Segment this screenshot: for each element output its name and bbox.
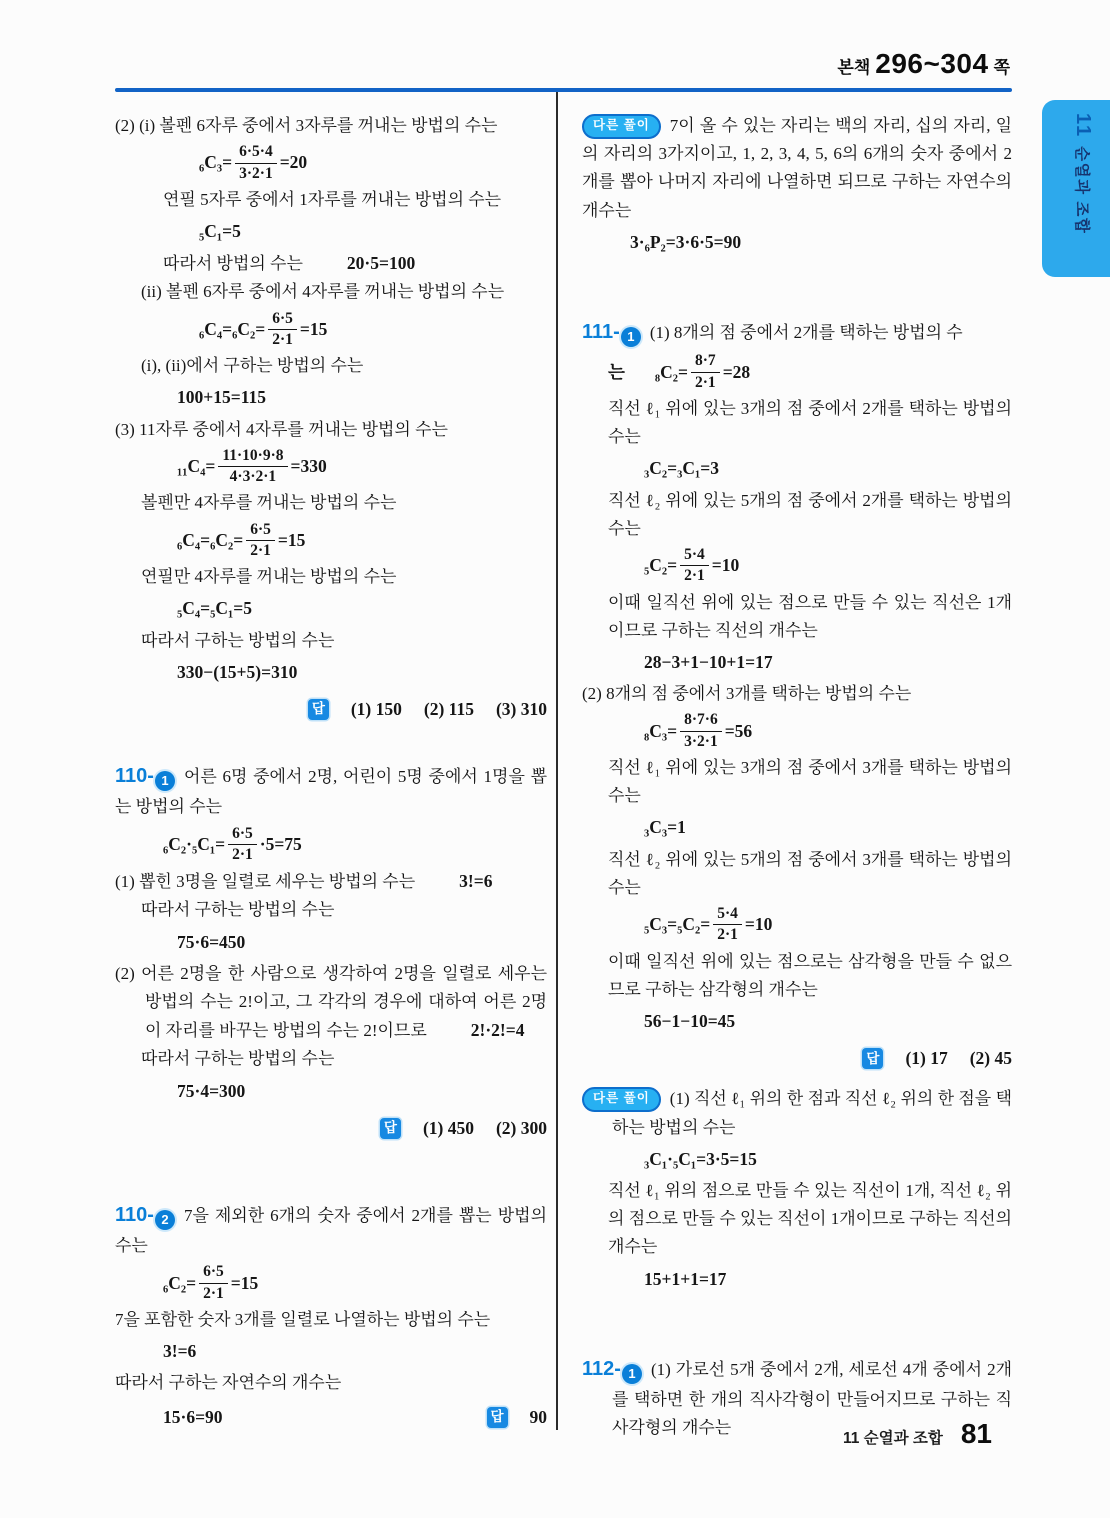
- formula: [644, 648, 773, 677]
- book-page-unit: 쪽: [993, 58, 1010, 77]
- fraction: [268, 310, 297, 350]
- math-text: 3!=6: [163, 1341, 197, 1362]
- fraction: [680, 546, 709, 586]
- footer-page-number: 81: [960, 1418, 992, 1449]
- chapter-tab-title: 순열과 조합: [1073, 146, 1090, 235]
- text-line: [582, 1085, 1012, 1141]
- math-text: 75·4=300: [177, 1080, 246, 1101]
- math-text: =15: [230, 1272, 259, 1293]
- text-line: [115, 416, 547, 444]
- text-line: [115, 278, 547, 306]
- math-text: 75·6=450: [177, 931, 246, 952]
- denominator: 2·1: [232, 845, 253, 863]
- formula-line: [115, 822, 547, 868]
- formula-line: [582, 1142, 1012, 1177]
- numerator: 8·7·6: [680, 711, 722, 731]
- page-footer: [843, 1418, 992, 1450]
- text-line: [115, 896, 547, 924]
- formula-line: [115, 1074, 547, 1109]
- alt-solution-badge: 다른 풀이: [582, 1087, 661, 1112]
- solution-text: 직선 ℓ₂ 위에 있는 5개의 점 중에서 3개를 택하는 방법의 수는: [608, 849, 1012, 897]
- fraction: [691, 352, 720, 392]
- problem-number: 110-: [115, 765, 154, 788]
- fraction: [228, 825, 257, 865]
- solution-text: 직선 ℓ₁ 위의 점으로 만들 수 있는 직선이 1개, 직선 ℓ₂ 위의 점으로 만들 수 있는 직선이 1개이므로 구하는 직선의 개수는: [608, 1180, 1012, 1257]
- formula: [177, 658, 297, 687]
- chapter-tab: [1042, 100, 1110, 277]
- problem-number: 112-: [582, 1357, 621, 1380]
- formula: [177, 383, 266, 412]
- solution-text: 따라서 구하는 방법의 수는: [141, 1049, 335, 1069]
- fraction: [218, 447, 287, 487]
- fraction: [199, 1263, 228, 1303]
- solution-text: 7이 올 수 있는 자리는 백의 자리, 십의 자리, 일의 자리의 3가지이고, 1, 2, 3, 4, 5, 6의 6개의 숫자 중에서 2개를 뽑아 나머지 자리에 나열하면 되므로 구하는 자연수의 개수는: [582, 116, 1012, 220]
- solution-text: 직선 ℓ₁ 위에 있는 3개의 점 중에서 3개를 택하는 방법의 수는: [608, 757, 1012, 806]
- formula-line: [115, 1334, 547, 1369]
- formula: [644, 813, 686, 842]
- text-line: [115, 1199, 547, 1260]
- alt-solution-111-1: [582, 1085, 1012, 1297]
- math-text: 28−3+1−10+1=17: [644, 651, 773, 672]
- math-text: ·5=75: [259, 833, 302, 854]
- answer-content: [308, 695, 547, 724]
- text-line: [115, 1045, 547, 1073]
- formula-line: [115, 444, 547, 490]
- alt-solution-badge: 다른 풀이: [582, 114, 661, 139]
- formula-line: [582, 349, 1012, 395]
- text-line: [582, 589, 1012, 645]
- answer-formula: 15·6=90: [163, 1406, 223, 1427]
- math-text: ₅C₁=5: [199, 221, 241, 241]
- chapter-tab-text: [1071, 113, 1094, 234]
- answer-badge: 답: [308, 699, 329, 720]
- formula: [644, 905, 772, 945]
- solution-text: 따라서 구하는 자연수의 개수는: [115, 1373, 342, 1393]
- math-text: ₈C₂=: [654, 361, 689, 382]
- text-line: [115, 489, 547, 517]
- formula-line: [582, 225, 1012, 260]
- problem-number: 110-: [115, 1203, 154, 1226]
- solution-text: 어른 6명 중에서 2명, 어린이 5명 중에서 1명을 뽑는 방법의 수는: [115, 767, 547, 817]
- solution-text: 7을 제외한 6개의 숫자 중에서 2개를 뽑는 방법의 수는: [115, 1205, 547, 1256]
- text-line: [115, 186, 547, 214]
- text-line: [582, 754, 1012, 810]
- solution-109-parts-2-3: [115, 112, 547, 724]
- math-text: ₅C₃=₅C₂=: [644, 914, 711, 935]
- math-text: ₅C₂=: [644, 555, 678, 576]
- alt-solution-110-2: [582, 112, 1012, 260]
- solution-text: 7을 포함한 숫자 3개를 일렬로 나열하는 방법의 수는: [115, 1309, 491, 1329]
- math-text: 3·₆P₂=3·6·5=90: [630, 231, 742, 252]
- math-text: =20: [279, 152, 308, 173]
- solution-text: (3) 11자루 중에서 4자루를 꺼내는 방법의 수는: [115, 419, 448, 439]
- text-line: [582, 395, 1012, 451]
- answer-line: [582, 1044, 1012, 1073]
- math-text: 56−1−10=45: [644, 1011, 736, 1032]
- solution-text: (2) 어른 2명을 한 사람으로 생각하여 2명을 일렬로 세우는 방법의 수는 2!이고, 그 각각의 경우에 대하여 어른 2명이 자리를 바꾸는 방법의 수는 2!이므로: [115, 963, 547, 1041]
- math-text: =10: [711, 555, 740, 576]
- text-line: [582, 846, 1012, 902]
- math-text: ₆C₂·₅C₁=: [163, 833, 226, 854]
- formula-line: [115, 925, 547, 960]
- text-line: [115, 112, 547, 140]
- solution-text: 따라서 구하는 방법의 수는: [141, 900, 335, 920]
- formula-line: [582, 1004, 1012, 1039]
- problem-part-circle: 1: [155, 771, 175, 791]
- numerator: 6·5: [268, 310, 297, 330]
- text-line: [582, 1177, 1012, 1262]
- solution-text: (ii) 볼펜 6자루 중에서 4자루를 꺼내는 방법의 수는: [141, 282, 505, 302]
- formula: [608, 352, 750, 392]
- answer-value: (2) 300: [495, 1117, 547, 1138]
- numerator: 6·5: [199, 1263, 228, 1283]
- numerator: 5·4: [680, 546, 709, 566]
- formula: [644, 1145, 757, 1174]
- denominator: 2·1: [717, 926, 738, 944]
- formula: [199, 217, 241, 246]
- formula: [630, 228, 741, 257]
- text-line: [582, 112, 1012, 225]
- denominator: 3·2·1: [684, 732, 718, 750]
- formula-line: [582, 902, 1012, 948]
- math-text: =15: [277, 529, 306, 550]
- formula: [163, 1337, 196, 1366]
- numerator: 8·7: [691, 352, 720, 372]
- math-text: =330: [290, 456, 327, 477]
- formula: [177, 521, 305, 561]
- problem-110-1: [115, 760, 547, 1143]
- solution-text: (2) (i) 볼펜 6자루 중에서 3자루를 꺼내는 방법의 수는: [115, 116, 498, 135]
- math-text: ₆C₃=: [199, 152, 233, 173]
- inline-formula: 3!=6: [459, 871, 493, 892]
- formula-line: [115, 380, 547, 415]
- answer-line: [115, 1403, 547, 1432]
- column-divider: [556, 92, 558, 1430]
- math-text: 330−(15+5)=310: [177, 661, 298, 682]
- formula-line: [115, 655, 547, 690]
- book-label: 본책: [837, 58, 871, 77]
- formula-line: [582, 543, 1012, 589]
- formula: [177, 594, 252, 623]
- answer-line: [115, 1114, 547, 1143]
- problem-number: 111-: [582, 321, 620, 344]
- formula-line: [115, 140, 547, 186]
- solution-text: (1) 뽑힌 3명을 일렬로 세우는 방법의 수는: [115, 872, 416, 892]
- solution-text: (i), (ii)에서 구하는 방법의 수는: [141, 356, 364, 376]
- inline-formula: 20·5=100: [346, 253, 416, 274]
- text-line: [115, 960, 547, 1046]
- denominator: 2·1: [250, 541, 271, 559]
- solution-text: 직선 ℓ₁ 위에 있는 3개의 점 중에서 2개를 택하는 방법의 수는: [608, 398, 1012, 447]
- math-text: ₆C₂=: [163, 1272, 197, 1293]
- header-rule: [115, 88, 1012, 92]
- math-text: ₆C₄=₆C₂=: [199, 318, 266, 339]
- answer-content: [487, 1403, 548, 1432]
- problem-111-1: [582, 316, 1012, 1073]
- problem-part-circle: 1: [621, 327, 641, 347]
- math-text: ₈C₃=: [644, 720, 678, 741]
- math-text: 15+1+1=17: [644, 1268, 727, 1289]
- numerator: 6·5: [246, 521, 275, 541]
- text-line: [582, 680, 1012, 708]
- solution-text: 이때 일직선 위에 있는 점으로 만들 수 있는 직선은 1개이므로 구하는 직선의 개수는: [608, 592, 1012, 640]
- solution-text: (2) 8개의 점 중에서 3개를 택하는 방법의 수는: [582, 684, 912, 704]
- page-header: [837, 48, 1010, 80]
- formula-line: [582, 645, 1012, 680]
- formula-line: [582, 708, 1012, 754]
- formula: [163, 1263, 258, 1303]
- answer-content: [380, 1114, 547, 1143]
- math-text: 100+15=115: [177, 387, 266, 408]
- formula-line: [115, 591, 547, 626]
- problem-part-circle: 1: [622, 1364, 642, 1384]
- math-text: =10: [744, 914, 773, 935]
- answer-value: (1) 17: [905, 1048, 948, 1069]
- math-text: =15: [299, 318, 328, 339]
- numerator: 6·5·4: [235, 143, 277, 163]
- text-line: [115, 352, 547, 380]
- math-text: ₃C₁·₅C₁=3·5=15: [644, 1148, 757, 1169]
- text-line: [115, 563, 547, 591]
- book-page-range: 296~304: [875, 48, 989, 79]
- denominator: 2·1: [203, 1284, 224, 1302]
- formula: [644, 1007, 735, 1036]
- math-text: ₃C₃=1: [644, 817, 686, 838]
- text-line: [582, 948, 1012, 1004]
- formula: [163, 825, 302, 865]
- chapter-tab-number: 11: [1072, 113, 1094, 139]
- fraction: [246, 521, 275, 561]
- answer-value: (1) 450: [422, 1117, 474, 1138]
- denominator: 2·1: [695, 373, 716, 391]
- formula: [644, 546, 739, 586]
- formula: [644, 454, 719, 483]
- math-text: =56: [724, 720, 753, 741]
- footer-chapter-title: 11 순열과 조합: [842, 1430, 943, 1447]
- solution-text: (1) 직선 ℓ₁ 위의 한 점과 직선 ℓ₂ 위의 한 점을 택하는 방법의 수는: [612, 1089, 1012, 1137]
- answer-value: (3) 310: [495, 699, 547, 720]
- right-column: [582, 112, 1012, 1442]
- math-text: ₆C₄=₆C₂=: [177, 529, 244, 550]
- problem-110-2: [115, 1199, 547, 1432]
- fraction: [713, 905, 742, 945]
- formula-line: [582, 451, 1012, 486]
- formula: [199, 143, 307, 183]
- answer-value: 90: [529, 1406, 547, 1427]
- text-line: [115, 249, 547, 278]
- formula: [177, 1077, 245, 1106]
- solution-text: 연필 5자루 중에서 1자루를 꺼내는 방법의 수는: [163, 189, 502, 209]
- math-text: ₁₁C₄=: [177, 456, 216, 477]
- text-line: [115, 867, 547, 896]
- solution-text: 따라서 방법의 수는: [163, 254, 303, 274]
- inline-formula: 2!·2!=4: [470, 1020, 525, 1041]
- answer-value: (1) 150: [350, 699, 402, 720]
- formula-line: [115, 1260, 547, 1306]
- fraction: [235, 143, 277, 183]
- text-line: [115, 760, 547, 821]
- solution-text: 직선 ℓ₂ 위에 있는 5개의 점 중에서 2개를 택하는 방법의 수는: [608, 490, 1012, 538]
- answer-badge: 답: [380, 1118, 401, 1139]
- answer-value: (2) 45: [969, 1048, 1012, 1069]
- formula: [177, 447, 327, 487]
- solution-text: 이때 일직선 위에 있는 점으로는 삼각형을 만들 수 없으므로 구하는 삼각형의 개수는: [608, 951, 1012, 999]
- formula: [177, 928, 245, 957]
- solution-text: (1) 가로선 5개 중에서 2개, 세로선 4개 중에서 2개를 택하면 한 개의 직사각형이 만들어지므로 구하는 직사각형의 개수는: [612, 1359, 1012, 1438]
- denominator: 4·3·2·1: [229, 468, 277, 486]
- text-line: [115, 1369, 547, 1397]
- answer-badge: 답: [862, 1048, 883, 1069]
- answer-value: (2) 115: [423, 699, 474, 720]
- formula-line: [115, 307, 547, 353]
- formula-line: [582, 1262, 1012, 1297]
- answer-content: [862, 1044, 1012, 1073]
- numerator: 11·10·9·8: [218, 447, 287, 467]
- numerator: 6·5: [228, 825, 257, 845]
- formula: [644, 1265, 726, 1294]
- fraction: [680, 711, 722, 751]
- formula: [644, 711, 752, 751]
- answer-line: [115, 695, 547, 724]
- formula-line: [115, 214, 547, 249]
- text-line: [115, 627, 547, 655]
- text-line: [582, 487, 1012, 543]
- text-line: [582, 316, 1012, 349]
- left-column: [115, 112, 547, 1432]
- solution-text: 따라서 구하는 방법의 수는: [141, 630, 335, 650]
- formula: [199, 310, 327, 350]
- denominator: 3·2·1: [239, 164, 273, 182]
- math-text: ₃C₂=₃C₁=3: [644, 458, 719, 479]
- formula-line: [582, 810, 1012, 845]
- math-text: 는: [608, 361, 625, 382]
- numerator: 5·4: [713, 905, 742, 925]
- math-text: =28: [722, 361, 751, 382]
- math-text: ₅C₄=₅C₁=5: [177, 598, 252, 619]
- solution-text: (1) 8개의 점 중에서 2개를 택하는 방법의 수: [649, 323, 963, 343]
- formula-line: [115, 518, 547, 564]
- denominator: 2·1: [684, 567, 705, 585]
- problem-part-circle: 2: [155, 1210, 175, 1230]
- solution-text: 연필만 4자루를 꺼내는 방법의 수는: [141, 567, 397, 587]
- answer-badge: 답: [487, 1407, 508, 1428]
- text-line: [115, 1306, 547, 1334]
- denominator: 2·1: [272, 330, 293, 348]
- solution-text: 볼펜만 4자루를 꺼내는 방법의 수는: [141, 493, 397, 513]
